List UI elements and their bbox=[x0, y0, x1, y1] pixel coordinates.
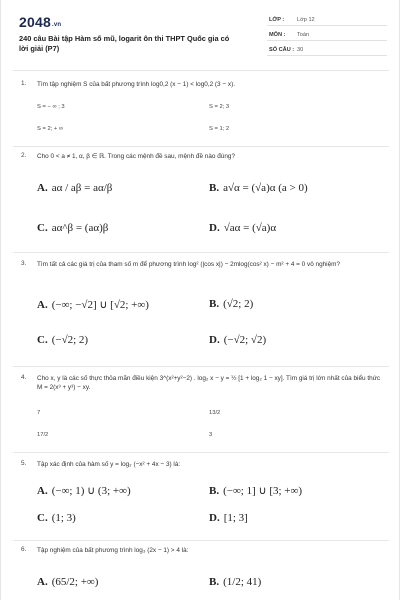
answer-option-b[interactable] bbox=[209, 576, 261, 588]
option-formula: (−∞; 1) ∪ (3; +∞) bbox=[51, 485, 131, 497]
option-letter: A. bbox=[37, 485, 48, 497]
answer-option-a[interactable]: 7 bbox=[37, 410, 41, 416]
question-text: Tìm tập nghiệm S của bất phương trình log0,2 (x − 1) < log0,2 (3 − x). bbox=[37, 81, 235, 88]
option-letter: A. bbox=[37, 182, 48, 194]
question-3 bbox=[21, 260, 381, 360]
option-letter: C. bbox=[37, 222, 48, 234]
divider bbox=[13, 540, 389, 541]
answer-option-b[interactable] bbox=[209, 484, 302, 497]
answer-option-a[interactable] bbox=[37, 484, 131, 497]
logo-suffix: .vn bbox=[51, 22, 62, 28]
answer-option-d[interactable]: S = 1; 2 bbox=[209, 126, 230, 132]
meta-subject bbox=[267, 29, 387, 41]
answer-option-c[interactable]: 17/2 bbox=[37, 432, 49, 438]
question-5 bbox=[21, 460, 381, 536]
document-header bbox=[15, 12, 389, 60]
question-text: Cho x, y là các số thực thỏa mãn điều kiện 3^(x²+y²−2) . log₂ x − y = ½ [1 + log₂ 1 − xy]. Tìm giá trị lớn nhất của biểu thức M = 2(x³ + y³) − xy. bbox=[37, 375, 381, 391]
divider bbox=[13, 252, 389, 253]
answer-option-b[interactable] bbox=[209, 182, 308, 194]
meta-count-label: SỐ CÂU : bbox=[269, 47, 295, 53]
option-letter: B. bbox=[209, 182, 220, 194]
answer-option-a[interactable] bbox=[37, 182, 112, 194]
question-number: 6. bbox=[21, 546, 27, 553]
divider bbox=[13, 70, 389, 71]
question-number: 2. bbox=[21, 152, 27, 159]
question-1 bbox=[21, 80, 381, 142]
option-letter: B. bbox=[209, 298, 220, 310]
answer-option-b[interactable]: 13/2 bbox=[209, 410, 221, 416]
option-formula: √aα = (√a)α bbox=[223, 222, 277, 234]
divider bbox=[13, 366, 389, 367]
option-letter: A. bbox=[37, 576, 48, 588]
answer-option-b[interactable]: S = 2; 3 bbox=[209, 104, 230, 110]
option-letter: B. bbox=[209, 485, 220, 497]
question-4 bbox=[21, 374, 381, 448]
answer-option-c[interactable] bbox=[37, 512, 76, 524]
option-formula: (−∞; 1] ∪ [3; +∞) bbox=[223, 485, 303, 497]
question-number: 5. bbox=[21, 460, 27, 467]
answer-option-a[interactable] bbox=[37, 298, 149, 311]
divider bbox=[13, 452, 389, 453]
answer-option-a[interactable] bbox=[37, 576, 98, 588]
option-letter: D. bbox=[209, 512, 220, 524]
question-text: Tập xác định của hàm số y = log₂ (−x² + 4x − 3) là: bbox=[37, 461, 181, 468]
option-letter: C. bbox=[37, 334, 48, 346]
option-formula: aα^β = (aα)β bbox=[51, 222, 109, 234]
option-formula: (65/2; +∞) bbox=[51, 576, 99, 588]
answer-option-d[interactable]: 3 bbox=[209, 432, 213, 438]
question-text: Cho 0 < a ≠ 1, α, β ∈ ℝ. Trong các mệnh đề sau, mệnh đề nào đúng? bbox=[37, 153, 236, 160]
option-formula: a√α = (√a)α (a > 0) bbox=[223, 182, 308, 194]
option-letter: C. bbox=[37, 512, 48, 524]
meta-grade-value: Lớp 12 bbox=[297, 17, 315, 23]
meta-grade-label: LỚP : bbox=[269, 17, 285, 23]
answer-option-b[interactable] bbox=[209, 298, 253, 310]
question-2 bbox=[21, 152, 381, 246]
site-logo[interactable] bbox=[19, 14, 61, 30]
answer-option-a[interactable]: S = − ∞ ; 3 bbox=[37, 104, 65, 110]
meta-count bbox=[267, 44, 387, 56]
option-formula: (√2; 2) bbox=[223, 298, 254, 310]
option-letter: B. bbox=[209, 576, 220, 588]
meta-count-value: 30 bbox=[297, 47, 304, 53]
answer-option-c[interactable]: S = 2; + ∞ bbox=[37, 126, 64, 132]
answer-option-c[interactable] bbox=[37, 334, 88, 346]
option-formula: [1; 3] bbox=[223, 512, 248, 524]
question-text: Tập nghiệm của bất phương trình log₃ (2x − 1) > 4 là: bbox=[37, 547, 189, 554]
document-title: 240 câu Bài tập Hàm số mũ, logarit ôn thi THPT Quốc gia có lời giải (P7) bbox=[19, 34, 230, 53]
meta-subject-value: Toán bbox=[297, 32, 310, 38]
question-6 bbox=[21, 546, 381, 598]
divider bbox=[13, 146, 389, 147]
option-letter: D. bbox=[209, 222, 220, 234]
question-number: 1. bbox=[21, 80, 27, 87]
answer-option-d[interactable] bbox=[209, 512, 248, 524]
meta-grade bbox=[267, 14, 387, 26]
option-formula: (1/2; 41) bbox=[223, 576, 262, 588]
option-letter: A. bbox=[37, 299, 48, 311]
option-letter: D. bbox=[209, 334, 220, 346]
answer-option-d[interactable] bbox=[209, 334, 266, 346]
question-number: 4. bbox=[21, 374, 27, 381]
option-formula: (−∞; −√2] ∪ [√2; +∞) bbox=[51, 299, 149, 311]
question-number: 3. bbox=[21, 260, 27, 267]
answer-option-d[interactable] bbox=[209, 222, 276, 234]
question-text: Tìm tất cả các giá trị của tham số m để phương trình log² (|cos x|) − 2mlog(cos² x) − m² + 4 = 0 vô nghiệm? bbox=[37, 261, 341, 268]
option-formula: (1; 3) bbox=[51, 512, 76, 524]
option-formula: (−√2; 2) bbox=[51, 334, 89, 346]
answer-option-c[interactable] bbox=[37, 222, 108, 234]
logo-text: 2048 bbox=[19, 14, 51, 30]
meta-subject-label: MÔN : bbox=[269, 32, 286, 38]
option-formula: (−√2; √2) bbox=[223, 334, 267, 346]
option-formula: aα / aβ = aα/β bbox=[51, 182, 113, 194]
